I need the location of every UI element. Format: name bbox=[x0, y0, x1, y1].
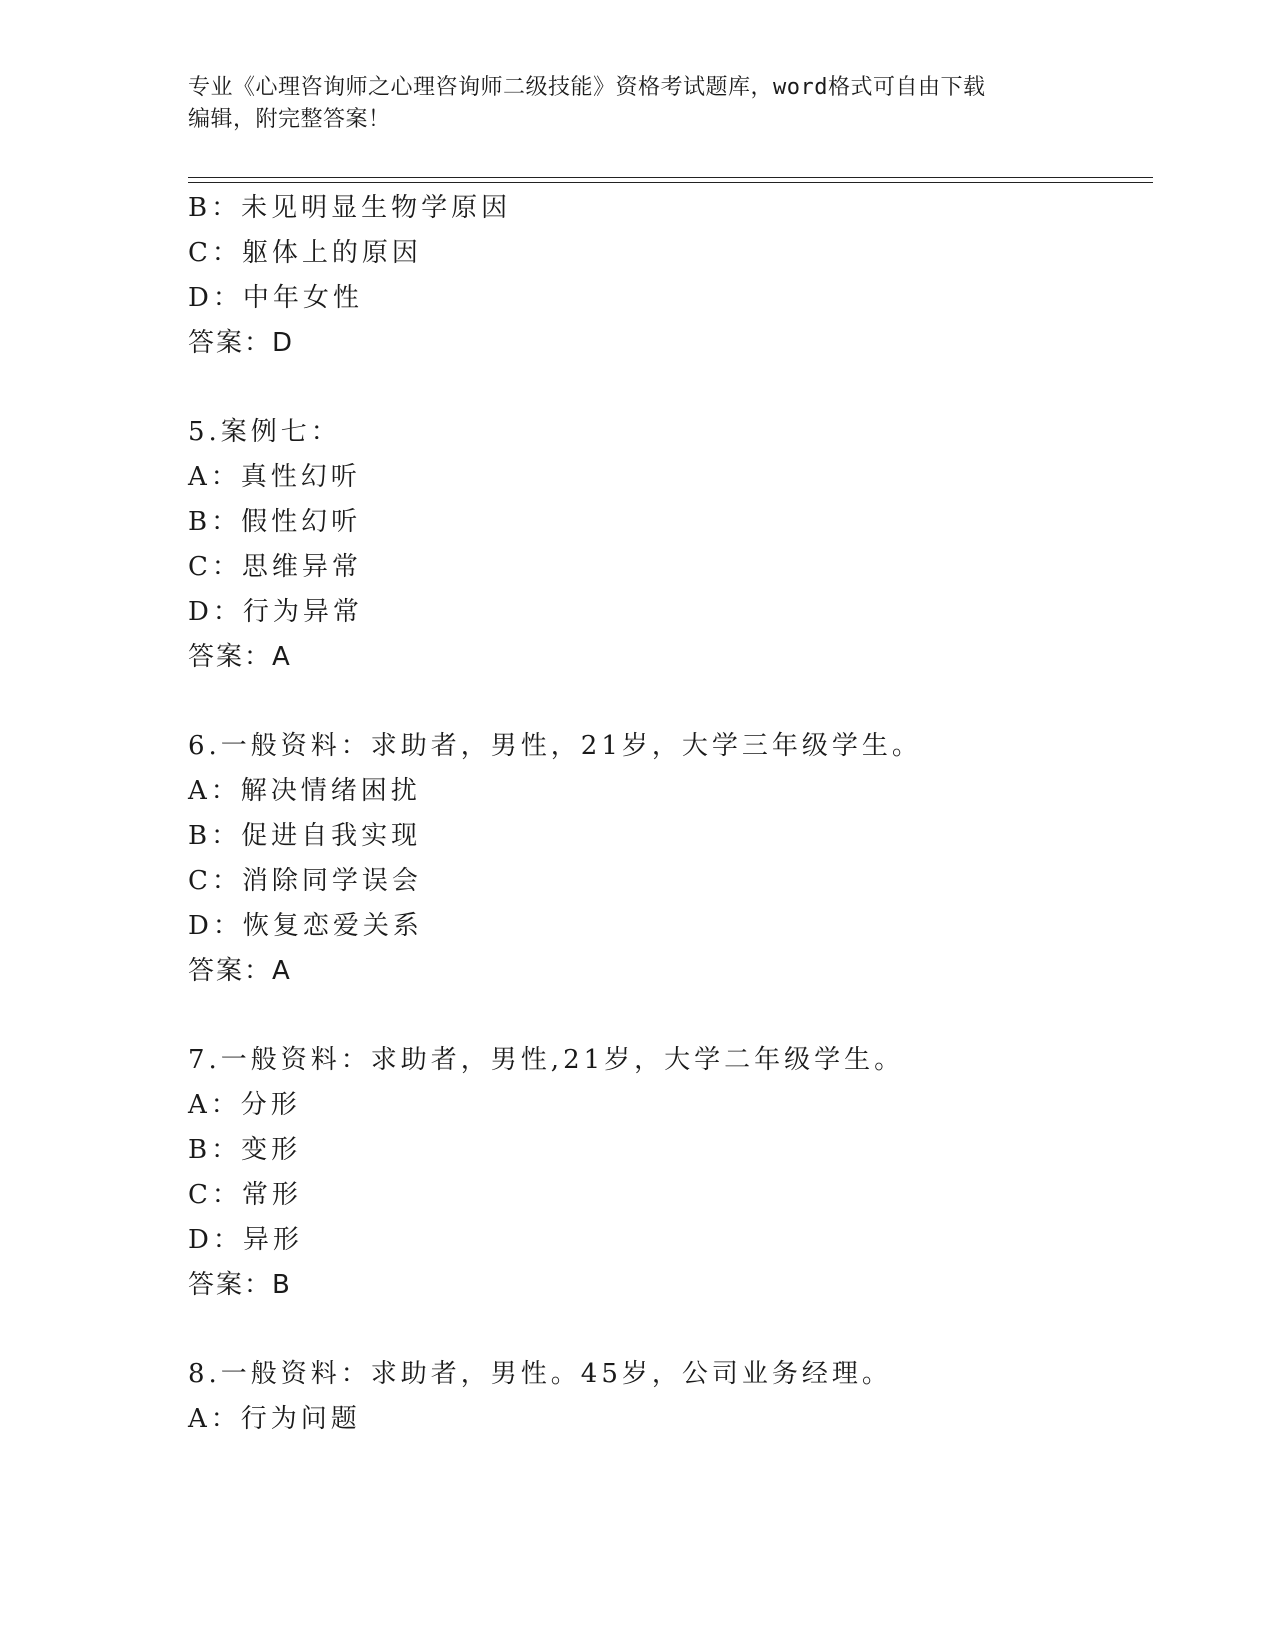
q4-answer: 答案：D bbox=[188, 328, 295, 358]
q6-option-c: C：消除同学误会 bbox=[188, 866, 422, 896]
header-rule-bottom bbox=[188, 182, 1153, 183]
q5-option-a: A：真性幻听 bbox=[188, 462, 361, 492]
header-line-1: 专业《心理咨询师之心理咨询师二级技能》资格考试题库，word格式可自由下载 bbox=[188, 75, 986, 100]
q4-option-c: C：躯体上的原因 bbox=[188, 238, 422, 268]
q5-option-c: C：思维异常 bbox=[188, 552, 362, 582]
q7-option-d: D：异形 bbox=[188, 1225, 303, 1255]
q8-option-a: A：行为问题 bbox=[188, 1404, 361, 1434]
q5-option-b: B：假性幻听 bbox=[188, 507, 362, 537]
q7-option-a: A：分形 bbox=[188, 1090, 301, 1120]
q7-option-c: C：常形 bbox=[188, 1180, 302, 1210]
q4-option-d: D：中年女性 bbox=[188, 283, 363, 313]
q6-option-b: B：促进自我实现 bbox=[188, 821, 422, 851]
q4-option-b: B：未见明显生物学原因 bbox=[188, 193, 512, 223]
q7-option-b: B：变形 bbox=[188, 1135, 302, 1165]
q6-option-d: D：恢复恋爱关系 bbox=[188, 911, 423, 941]
q5-option-d: D：行为异常 bbox=[188, 597, 363, 627]
q6-option-a: A：解决情绪困扰 bbox=[188, 776, 421, 806]
q8-stem: 8.一般资料：求助者，男性。45岁，公司业务经理。 bbox=[188, 1359, 892, 1389]
header-line-2: 编辑，附完整答案！ bbox=[188, 107, 391, 132]
header-rule-top bbox=[188, 177, 1153, 178]
q5-answer: 答案：A bbox=[188, 642, 292, 672]
q6-stem: 6.一般资料：求助者，男性，21岁，大学三年级学生。 bbox=[188, 731, 922, 761]
q5-stem: 5.案例七： bbox=[188, 417, 341, 447]
q7-stem: 7.一般资料：求助者，男性,21岁，大学二年级学生。 bbox=[188, 1045, 905, 1075]
q6-answer: 答案：A bbox=[188, 956, 292, 986]
document-header bbox=[188, 72, 1068, 136]
q7-answer: 答案：B bbox=[188, 1270, 292, 1300]
